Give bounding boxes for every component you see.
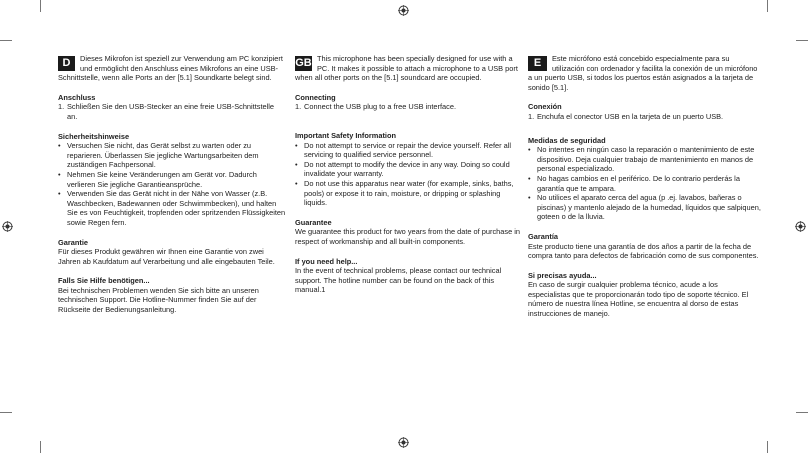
connection-heading: Anschluss (58, 92, 96, 102)
intro-paragraph (528, 54, 762, 92)
language-badge: E (528, 56, 547, 71)
connection-step: 1. Enchufa el conector USB en la tarjeta de un puerto USB. (528, 111, 724, 121)
guarantee-heading: Garantía (528, 231, 558, 241)
intro-paragraph (295, 54, 521, 83)
help-text: Bei technischen Problemen wenden Sie sich bitte an unseren technischen Support. Die Hotline-Nummer finden Sie auf der Rückseite der Bedienungsanleitung. (58, 285, 259, 315)
safety-item: • No hagas cambios en el periférico. De lo contrario perderás la garantía que te ampara. (528, 173, 740, 193)
crop-mark (767, 441, 768, 453)
crop-mark (0, 40, 12, 41)
safety-list (528, 145, 762, 222)
help-heading: If you need help... (295, 256, 358, 266)
safety-heading: Important Safety Information (295, 130, 397, 140)
language-badge: GB (295, 57, 312, 69)
help-text: En caso de surgir cualquier problema técnico, acude a los especialistas que te proporcionarán todo tipo de soporte técnico. El número de nuestra línea Hotline, se encuentra al dorso de estas instrucciones de manejo. (528, 280, 749, 319)
safety-list (295, 141, 521, 208)
connection-list (58, 102, 286, 121)
connection-step: 1. Connect the USB plug to a free USB interface. (295, 102, 457, 112)
intro-paragraph (58, 54, 286, 83)
guarantee-text: We guarantee this product for two years from the date of purchase in respect of workmanship and all built-in components. (295, 227, 520, 246)
crop-mark (796, 412, 808, 413)
guarantee-text: Este producto tiene una garantía de dos años a partir de la fecha de compra tanto para defectos de fabricación como de sus componentes. (528, 241, 759, 261)
connection-step: 1. Schließen Sie den USB-Stecker an eine freie USB-Schnittstelle an. (58, 102, 275, 121)
safety-list (58, 141, 286, 227)
safety-item: • No intentes en ningún caso la reparación o mantenimiento de este dispositivo. Deja cualquier trabajo de mantenimiento en manos de personal especializado. (528, 145, 755, 174)
connection-list (528, 112, 762, 122)
guarantee-text: Für dieses Produkt gewähren wir Ihnen eine Garantie von zwei Jahren ab Kaufdatum auf Verarbeitung und alle eingebauten Teile. (58, 247, 275, 266)
intro-text: Este micrófono está concebido especialmente para su utilización con ordenador y facilita la conexión de un micrófono a un puerto USB, si todos los puertos están asignados a la tarjeta de sonido [5.1]. (528, 54, 758, 92)
safety-item: • Do not use this apparatus near water (for example, sinks, baths, pools) or expose it to rain, moisture, or dripping or splashing liquids. (295, 178, 514, 208)
section-german (58, 54, 286, 315)
safety-item: • Versuchen Sie nicht, das Gerät selbst zu warten oder zu reparieren. Überlassen Sie jegliche Wartungsarbeiten dem zuständigen Fachpersonal. (58, 141, 259, 170)
registration-mark-icon (795, 221, 806, 232)
safety-item: • Do not attempt to modify the device in any way. Doing so could invalidate your warranty. (295, 159, 510, 179)
connection-heading: Conexión (528, 102, 562, 112)
registration-mark-icon (398, 437, 409, 448)
safety-heading: Sicherheitshinweise (58, 131, 130, 141)
crop-mark (767, 0, 768, 12)
intro-text: Dieses Mikrofon ist speziell zur Verwendung am PC konzipiert und ermöglicht den Anschluss eines Mikrofons an eine USB-Schnittstelle, wenn alle Ports an der [5.1] Soundkarte belegt sind. (58, 54, 283, 83)
registration-mark-icon (398, 5, 409, 16)
crop-mark (796, 40, 808, 41)
registration-mark-icon (2, 221, 13, 232)
connection-heading: Connecting (295, 92, 336, 102)
help-heading: Falls Sie Hilfe benötigen... (58, 276, 150, 286)
safety-item: • Do not attempt to service or repair the device yourself. Refer all servicing to qualified service personnel. (295, 140, 512, 160)
crop-mark (40, 0, 41, 12)
section-english (295, 54, 521, 295)
guarantee-heading: Guarantee (295, 217, 332, 227)
crop-mark (0, 412, 12, 413)
help-heading: Si precisas ayuda... (528, 270, 597, 280)
safety-item: • No utilices el aparato cerca del agua (p .ej. lavabos, bañeras o piscinas) y mantenlo alejado de la humedad, líquidos que salpiquen, goteen o de la lluvia. (528, 193, 761, 222)
safety-item: • Nehmen Sie keine Veränderungen am Gerät vor. Dadurch verlieren Sie jegliche Garantieansprüche. (58, 169, 257, 189)
help-text: In the event of technical problems, please contact our technical support. The hotline number can be found on the back of this manual.1 (295, 266, 502, 295)
connection-list (295, 102, 521, 112)
crop-mark (40, 441, 41, 453)
intro-text: This microphone has been specially designed for use with a PC. It makes it possible to attach a microphone to a USB port when all other ports on the [5.1] soundcard are occupied. (295, 54, 518, 83)
safety-heading: Medidas de seguridad (528, 135, 606, 145)
safety-item: • Verwenden Sie das Gerät nicht in der Nähe von Wasser (z.B. Waschbecken, Badewannen oder Schwimmbecken), und halten Sie es von Feuchtigkeit, tropfenden oder spritzenden Flüssigkeiten sowie Regen fern. (58, 189, 286, 227)
section-spanish (528, 54, 762, 319)
language-badge: D (58, 56, 75, 71)
guarantee-heading: Garantie (58, 237, 88, 247)
